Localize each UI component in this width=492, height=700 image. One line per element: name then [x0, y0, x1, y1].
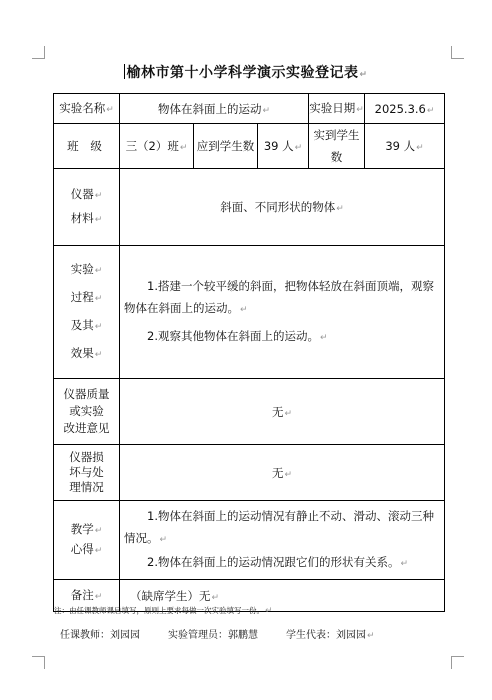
experiment-name-value: 物体在斜面上的运动 — [157, 101, 262, 116]
paragraph-mark: ↵ — [262, 105, 271, 116]
reflection-paragraph-2: 2.物体在斜面上的运动情况跟它们的形状有关系。 — [147, 555, 400, 569]
damage-value: 无 — [271, 465, 284, 480]
actual-students-label: 实到学生数 — [313, 128, 360, 164]
remarks-label: 备注 — [70, 587, 94, 602]
page-corner-mark-top-left — [32, 46, 45, 59]
lab-manager-signature: 实验管理员：郭鹏慧 — [168, 630, 258, 641]
equipment-value: 斜面、不同形状的物体 — [220, 200, 336, 214]
footnote[interactable] — [54, 605, 273, 616]
expected-students-cell[interactable] — [258, 124, 309, 169]
expected-students-label-cell[interactable] — [194, 124, 258, 169]
class-label-cell[interactable] — [54, 124, 120, 169]
paragraph-mark: ↵ — [284, 469, 293, 480]
footnote-text: 注：由任课教师课后填写，原则上要求每做一次实验填写一份。 — [54, 606, 264, 615]
paragraph-mark: ↵ — [94, 526, 103, 536]
process-paragraph-1: 1.搭建一个较平缓的斜面，把物体轻放在斜面顶端，观察物体在斜面上的运动。 — [124, 279, 434, 315]
class-label: 班 级 — [67, 139, 106, 153]
experiment-record-table — [53, 93, 445, 612]
actual-students-value: 39 人 — [385, 139, 416, 153]
page-corner-mark-bottom-right — [451, 656, 464, 669]
reflection-label-line-1: 教学 — [70, 522, 94, 536]
paragraph-mark: ↵ — [367, 631, 375, 641]
damage-label-line-3: 理情况 — [69, 480, 104, 494]
paragraph-mark: ↵ — [94, 191, 103, 201]
actual-students-label-cell[interactable] — [309, 124, 365, 169]
paragraph-mark: ↵ — [284, 408, 293, 419]
class-value: 三（2）班 — [125, 139, 179, 153]
quality-label-line-1: 仪器质量 — [63, 387, 110, 401]
paragraph-mark: ↵ — [211, 592, 220, 603]
row-class-info — [54, 124, 445, 169]
paragraph-mark: ↵ — [94, 591, 103, 602]
paragraph-mark: ↵ — [294, 143, 303, 153]
row-reflection — [54, 501, 445, 580]
process-paragraph-2: 2.观察其他物体在斜面上的运动。 — [147, 329, 319, 343]
experiment-date-value: 2025.3.6 — [374, 101, 426, 116]
paragraph-mark: ↵ — [159, 535, 168, 545]
row-process — [54, 246, 445, 379]
damage-cell[interactable] — [120, 445, 445, 501]
paragraph-mark: ↵ — [94, 215, 103, 225]
paragraph-mark: ↵ — [179, 143, 188, 153]
paragraph-mark: ↵ — [359, 70, 368, 80]
student-representative-signature: 学生代表：刘园园 — [286, 630, 366, 641]
damage-label-cell[interactable] — [54, 445, 120, 501]
equipment-cell[interactable] — [120, 169, 445, 246]
process-label-cell[interactable] — [54, 246, 120, 379]
paragraph-mark: ↵ — [416, 143, 424, 153]
quality-cell[interactable] — [120, 379, 445, 445]
process-label-line-3: 及其 — [70, 318, 94, 332]
paragraph-mark: ↵ — [106, 104, 114, 115]
expected-students-value: 39 人 — [263, 139, 294, 153]
paragraph-mark: ↵ — [319, 333, 328, 343]
experiment-date-cell[interactable] — [365, 94, 445, 124]
paragraph-mark: ↵ — [94, 266, 103, 276]
damage-label-line-2: 坏与处 — [69, 465, 104, 479]
paragraph-mark: ↵ — [94, 322, 103, 332]
equipment-label-line-2: 材料 — [70, 211, 94, 225]
paragraph-mark: ↵ — [94, 350, 103, 360]
reflection-label-line-2: 心得 — [70, 542, 94, 556]
experiment-date-label-cell[interactable] — [309, 94, 365, 124]
paragraph-mark: ↵ — [94, 546, 103, 556]
process-label-line-2: 过程 — [70, 290, 94, 304]
row-equipment — [54, 169, 445, 246]
process-label-line-4: 效果 — [70, 346, 94, 360]
experiment-name-label-cell[interactable] — [54, 94, 120, 124]
equipment-label-line-1: 仪器 — [70, 187, 94, 201]
remarks-value: （缺席学生）无 — [130, 588, 211, 603]
page-corner-mark-top-right — [451, 46, 464, 59]
paragraph-mark: ↵ — [356, 104, 364, 115]
quality-label-line-2: 或实验 — [69, 404, 104, 418]
quality-label-line-3: 改进意见 — [63, 421, 110, 435]
paragraph-mark: ↵ — [240, 305, 248, 315]
process-label-line-1: 实验 — [70, 262, 94, 276]
paragraph-mark: ↵ — [400, 559, 409, 569]
document-title: 榆林市第十小学科学演示实验登记表 — [126, 65, 359, 81]
paragraph-mark: ↵ — [336, 204, 344, 214]
expected-students-label: 应到学生数 — [196, 139, 255, 153]
document-title-line[interactable] — [0, 62, 492, 82]
actual-students-cell[interactable] — [365, 124, 445, 169]
reflection-cell[interactable] — [120, 501, 445, 580]
row-experiment-name — [54, 94, 445, 124]
row-damage — [54, 445, 445, 501]
paragraph-mark: ↵ — [265, 606, 273, 616]
damage-label-line-1: 仪器损 — [69, 450, 104, 464]
process-cell[interactable] — [120, 246, 445, 379]
equipment-label-cell[interactable] — [54, 169, 120, 246]
paragraph-mark: ↵ — [94, 294, 103, 304]
experiment-date-label: 实验日期 — [309, 100, 356, 115]
reflection-label-cell[interactable] — [54, 501, 120, 580]
page-corner-mark-bottom-left — [32, 656, 45, 669]
signature-line[interactable] — [60, 626, 403, 641]
experiment-name-label: 实验名称 — [59, 100, 106, 115]
paragraph-mark: ↵ — [426, 105, 435, 116]
quality-value: 无 — [271, 404, 284, 419]
row-quality — [54, 379, 445, 445]
reflection-paragraph-1: 1.物体在斜面上的运动情况有静止不动、滑动、滚动三种情况。 — [124, 509, 434, 545]
teacher-signature: 任课教师：刘园园 — [60, 630, 140, 641]
experiment-name-cell[interactable] — [120, 94, 309, 124]
class-value-cell[interactable] — [120, 124, 194, 169]
quality-label-cell[interactable] — [54, 379, 120, 445]
